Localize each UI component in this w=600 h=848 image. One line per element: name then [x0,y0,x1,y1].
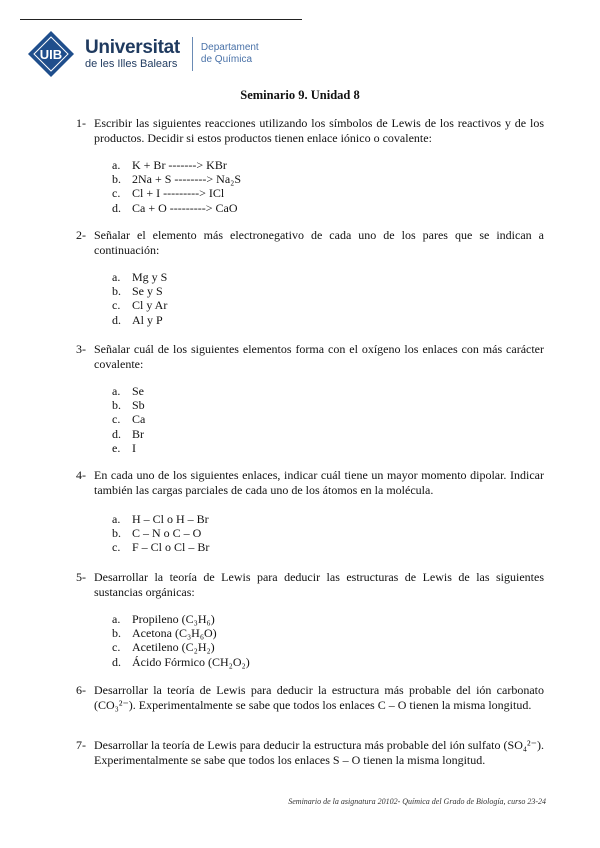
question-2 [76,228,544,258]
option: c. Cl + I ---------> ICl [112,186,225,201]
question-text: Desarrollar la teoría de Lewis para deducir la estructura más probable del ión sulfato (SO₄²⁻). Experimentalmente se sabe que todos los enlaces S – O tienen la misma longitud. [94,738,544,767]
question-text: Escribir las siguientes reacciones utilizando los símbolos de Lewis de los reactivos y de los productos. Decidir si estos productos tienen enlace iónico o covalente: [94,116,544,145]
options-3 [112,384,145,455]
option: c. Ca [112,412,146,427]
option: c. F – Cl o Cl – Br [112,540,210,555]
question-3 [76,342,544,372]
header-divider [192,37,193,71]
option: d. Ácido Fórmico (CH₂O₂) [112,654,250,669]
question-number: 5- [76,570,86,584]
question-number: 2- [76,228,86,242]
header [27,30,259,78]
university-name: Universitat [85,36,180,58]
university-block [85,38,180,71]
option: a. H – Cl o H – Br [112,512,209,526]
logo-text: UIB [39,47,63,62]
uib-logo [27,30,75,78]
top-rule [20,19,302,20]
department-block [201,42,259,66]
question-text: En cada uno de los siguientes enlaces, indicar cuál tiene un mayor momento dipolar. Indicar también las cargas parciales de cada uno de los átomos en la molécula. [94,468,544,497]
option: d. Al y P [112,312,163,327]
options-2 [112,270,167,327]
option: e. I [112,440,136,455]
department-line1: Departament [200,42,259,53]
option: b. 2Na + S --------> Na₂S [112,172,242,187]
option: b. C – N o C – O [112,526,202,541]
question-5 [76,570,544,600]
option: a. K + Br -------> KBr [112,158,227,172]
options-4 [112,512,209,555]
option: c. Cl y Ar [112,298,168,313]
question-number: 1- [76,116,86,130]
question-text: Señalar el elemento más electronegativo de cada uno de los pares que se indican a continuación: [94,228,544,257]
options-1 [112,158,241,215]
question-number: 7- [76,738,86,752]
question-text: Desarrollar la teoría de Lewis para deducir la estructura más probable del ión carbonato (CO₃²⁻). Experimentalmente se sabe que todos los enlaces C – O tienen la misma longitud. [94,683,544,712]
question-number: 4- [76,468,86,482]
option: d. Br [112,426,144,441]
option: d. Ca + O ---------> CaO [112,200,238,215]
question-text: Señalar cuál de los siguientes elementos forma con el oxígeno los enlaces con más carácter covalente: [94,342,544,371]
question-4 [76,468,544,498]
question-1 [76,116,544,146]
option: a. Mg y S [112,270,168,284]
option: c. Acetileno (C₂H₂) [112,640,215,655]
option: a. Propileno (C₃H₆) [112,612,215,626]
page-title: Seminario 9. Unidad 8 [240,88,360,102]
question-text: Desarrollar la teoría de Lewis para deducir las estructuras de Lewis de las siguientes sustancias orgánicas: [94,570,544,599]
page-footer: Seminario de la asignatura 20102- Química del Grado de Biología, curso 23-24 [288,797,546,806]
option: b. Se y S [112,284,163,299]
question-7 [76,738,544,768]
department-line2: de Química [200,54,253,65]
option: a. Se [112,384,144,398]
options-5 [112,612,250,669]
option: b. Sb [112,398,145,413]
question-6 [76,683,544,713]
option: b. Acetona (C₃H₆O) [112,626,217,641]
question-number: 6- [76,683,86,697]
question-number: 3- [76,342,86,356]
university-sub: de les Illes Balears [85,57,178,70]
